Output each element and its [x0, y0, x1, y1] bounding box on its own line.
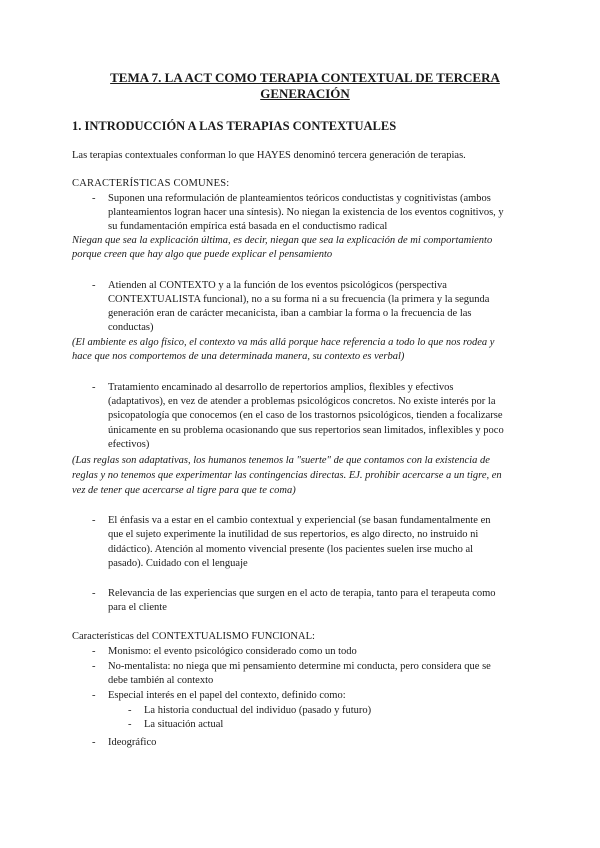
note-3-line-1: (Las reglas son adaptativas, los humanos tenemos la "suerte" de que contamos con la existencia de: [72, 455, 490, 466]
bullet-2-line-3: generación eran de carácter mecanicista, iban a cambiar la forma o la frecuencia de las: [108, 308, 472, 319]
note-3-line-2: reglas y no tenemos que experimentar las contingencias directas. EJ. prohibir acercarse a un tigre, en: [72, 470, 502, 481]
title-line-1: TEMA 7. LA ACT COMO TERAPIA CONTEXTUAL DE TERCERA: [110, 70, 500, 85]
note-2-line-2: hace que nos comportemos de una determinada manera, su contexto es verbal): [72, 351, 405, 362]
bullet-2-line-2: CONTEXTUALISTA funcional), no a su forma ni a su frecuencia (la primera y la segunda: [108, 294, 490, 305]
caracteristicas-heading: CARACTERÍSTICAS COMUNES:: [72, 178, 230, 189]
bullet-1-line-2: planteamientos logran hacer una síntesis). No niegan la existencia de los eventos cognitivos, y: [108, 207, 504, 218]
sub-bullet-dash: -: [128, 719, 132, 730]
funcional-item-3: Especial interés en el papel del contexto, definido como:: [108, 690, 346, 701]
bullet-2-line-4: conductas): [108, 322, 154, 333]
funcional-heading: Características del CONTEXTUALISMO FUNCIONAL:: [72, 631, 315, 642]
bullet-4-line-3: didáctico). Atención al momento vivencial presente (los pacientes suelen irse mucho al: [108, 544, 474, 555]
bullet-dash: -: [92, 280, 96, 291]
bullet-3-line-1: Tratamiento encaminado al desarrollo de repertorios amplios, flexibles y efectivos: [108, 382, 454, 393]
title-line-2: GENERACIÓN: [260, 86, 350, 101]
intro-paragraph: Las terapias contextuales conforman lo que HAYES denominó tercera generación de terapias.: [72, 150, 466, 161]
section-heading: 1. INTRODUCCIÓN A LAS TERAPIAS CONTEXTUALES: [72, 119, 397, 133]
bullet-1-line-1: Suponen una reformulación de planteamientos teóricos conductistas y cognitivistas (ambos: [108, 193, 491, 204]
bullet-dash: -: [92, 193, 96, 204]
bullet-1-line-3: su fundamentación empírica está basada en el conductismo radical: [108, 221, 388, 232]
bullet-dash: -: [92, 690, 96, 701]
bullet-3-line-4: únicamente en su problema ocasionando que sus repertorios sean limitados, inflexibles y poco: [108, 425, 504, 436]
bullet-dash: -: [92, 515, 96, 526]
note-1-line-2: porque creen que hay algo que puede explicar el pensamiento: [72, 249, 333, 260]
bullet-3-line-5: efectivos): [108, 439, 150, 450]
bullet-2-line-1: Atienden al CONTEXTO y a la función de los eventos psicológicos (perspectiva: [108, 280, 447, 291]
bullet-4-line-4: pasado). Cuidado con el lenguaje: [108, 558, 248, 569]
bullet-dash: -: [92, 382, 96, 393]
funcional-item-4: Ideográfico: [108, 737, 157, 748]
funcional-item-2-line-2: debe también al contexto: [108, 675, 214, 686]
note-3-line-3: vez de tener que acercarse al tigre para que te coma): [72, 485, 296, 496]
bullet-5-line-1: Relevancia de las experiencias que surgen en el acto de terapia, tanto para el terapeuta como: [108, 588, 496, 599]
bullet-3-line-3: psicopatología que conocemos (en el caso de los trastornos psicológicos, tienden a focalizarse: [108, 410, 503, 421]
note-2-line-1: (El ambiente es algo físico, el contexto va más allá porque hace referencia a todo lo que nos rodea y: [72, 337, 495, 348]
bullet-dash: -: [92, 737, 96, 748]
funcional-subitem-b: La situación actual: [144, 719, 224, 730]
note-1-line-1: Niegan que sea la explicación última, es decir, niegan que sea la explicación de mi comportamiento: [72, 235, 493, 246]
bullet-dash: -: [92, 661, 96, 672]
bullet-dash: -: [92, 588, 96, 599]
funcional-subitem-a: La historia conductual del individuo (pasado y futuro): [144, 705, 372, 716]
bullet-dash: -: [92, 646, 96, 657]
sub-bullet-dash: -: [128, 705, 132, 716]
bullet-4-line-2: que el sujeto experimente la inutilidad de sus repertorios, es algo directo, no instruido ni: [108, 529, 479, 540]
funcional-item-1: Monismo: el evento psicológico considerado como un todo: [108, 646, 357, 657]
bullet-3-line-2: (adaptativos), en vez de atender a problemas psicológicos concretos. No existe interés por la: [108, 396, 496, 407]
bullet-4-line-1: El énfasis va a estar en el cambio contextual y experiencial (se basan fundamentalmente en: [108, 515, 491, 526]
document-title: [95, 70, 515, 102]
bullet-5-line-2: para el cliente: [108, 602, 167, 613]
funcional-item-2-line-1: No-mentalista: no niega que mi pensamiento determine mi conducta, pero considera que se: [108, 661, 491, 672]
